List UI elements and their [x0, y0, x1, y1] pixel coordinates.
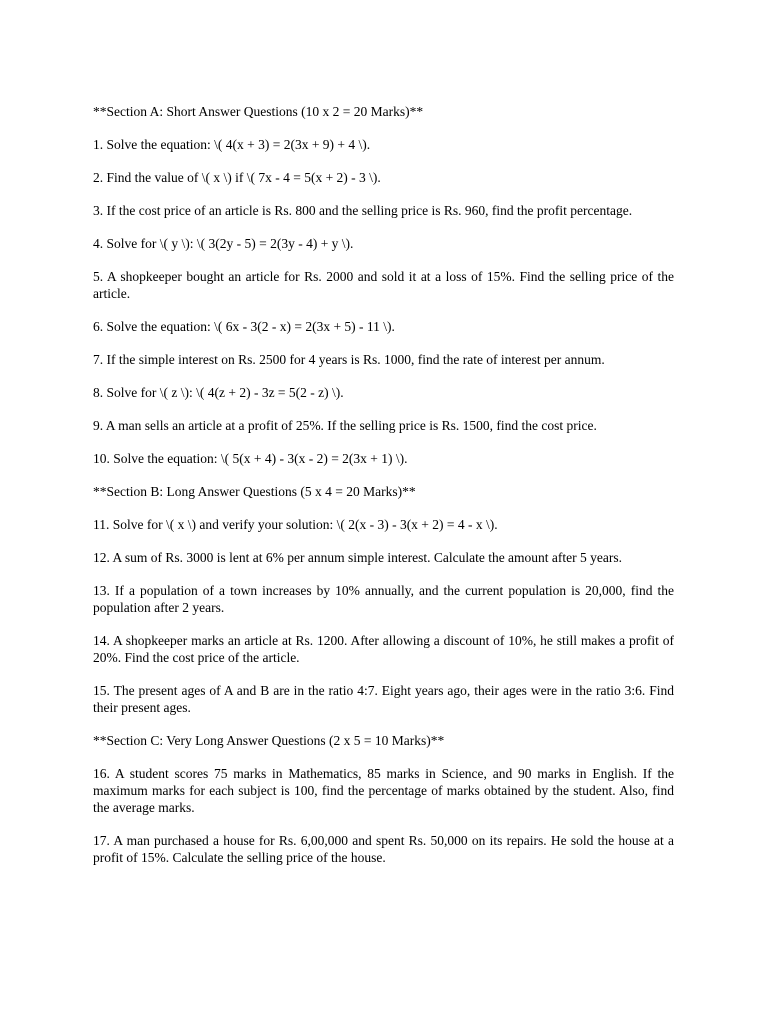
question-15: 15. The present ages of A and B are in the ratio 4:7. Eight years ago, their ages were in the ratio 3:6. Find their present ages.	[93, 683, 674, 715]
question-5: 5. A shopkeeper bought an article for Rs. 2000 and sold it at a loss of 15%. Find the selling price of the article.	[93, 269, 674, 301]
question-12: 12. A sum of Rs. 3000 is lent at 6% per annum simple interest. Calculate the amount after 5 years.	[93, 550, 623, 565]
section-b-heading: **Section B: Long Answer Questions (5 x 4 = 20 Marks)**	[93, 484, 416, 499]
question-1: 1. Solve the equation: \( 4(x + 3) = 2(3x + 9) + 4 \).	[93, 137, 371, 152]
question-4: 4. Solve for \( y \): \( 3(2y - 5) = 2(3y - 4) + y \).	[93, 236, 354, 251]
question-8: 8. Solve for \( z \): \( 4(z + 2) - 3z = 5(2 - z) \).	[93, 385, 344, 400]
question-10: 10. Solve the equation: \( 5(x + 4) - 3(x - 2) = 2(3x + 1) \).	[93, 451, 408, 466]
question-11: 11. Solve for \( x \) and verify your solution: \( 2(x - 3) - 3(x + 2) = 4 - x \).	[93, 517, 498, 532]
question-6: 6. Solve the equation: \( 6x - 3(2 - x) = 2(3x + 5) - 11 \).	[93, 319, 395, 334]
section-a-heading: **Section A: Short Answer Questions (10 x 2 = 20 Marks)**	[93, 104, 424, 119]
document-page	[93, 103, 674, 882]
question-13: 13. If a population of a town increases by 10% annually, and the current population is 20,000, find the population after 2 years.	[93, 583, 674, 615]
question-9: 9. A man sells an article at a profit of 25%. If the selling price is Rs. 1500, find the cost price.	[93, 418, 597, 433]
section-c-heading: **Section C: Very Long Answer Questions (2 x 5 = 10 Marks)**	[93, 733, 445, 748]
question-7: 7. If the simple interest on Rs. 2500 for 4 years is Rs. 1000, find the rate of interest per annum.	[93, 352, 605, 367]
question-3: 3. If the cost price of an article is Rs. 800 and the selling price is Rs. 960, find the profit percentage.	[93, 203, 633, 218]
question-16: 16. A student scores 75 marks in Mathematics, 85 marks in Science, and 90 marks in English. If the maximum marks for each subject is 100, find the percentage of marks obtained by the student. Also, find the average marks.	[93, 766, 674, 815]
question-14: 14. A shopkeeper marks an article at Rs. 1200. After allowing a discount of 10%, he still makes a profit of 20%. Find the cost price of the article.	[93, 633, 674, 665]
question-2: 2. Find the value of \( x \) if \( 7x - 4 = 5(x + 2) - 3 \).	[93, 170, 381, 185]
question-17: 17. A man purchased a house for Rs. 6,00,000 and spent Rs. 50,000 on its repairs. He sold the house at a profit of 15%. Calculate the selling price of the house.	[93, 833, 674, 865]
